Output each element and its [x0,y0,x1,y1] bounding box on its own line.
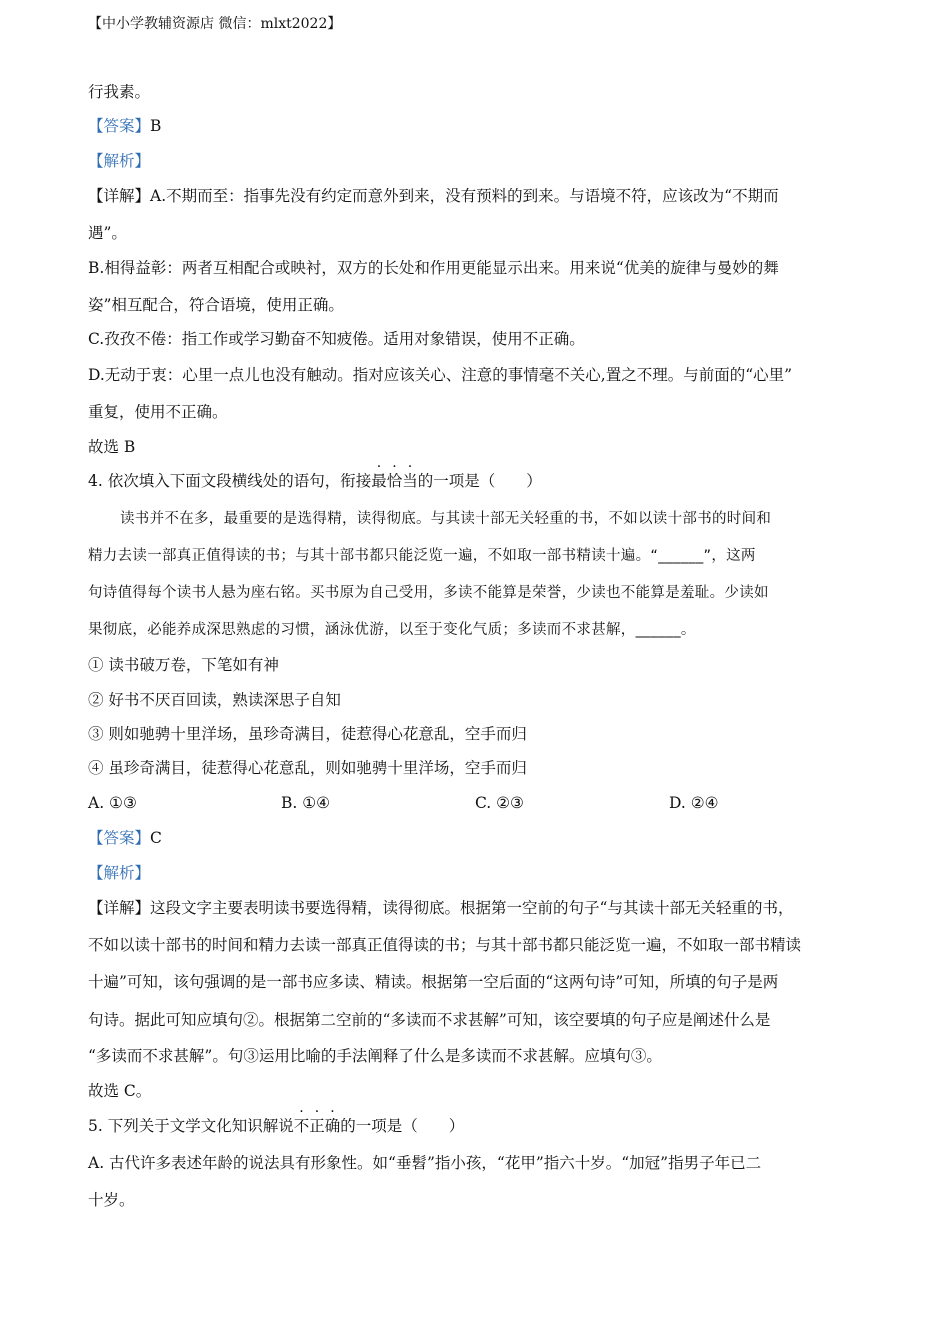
detail-tag: 【详解】 [88,899,151,917]
q4-option-d: D. ②④ [669,794,719,812]
stem-post: 的一项是（ ） [417,472,542,490]
emphasis-char: 恰 [386,472,403,490]
answer-value: B [150,117,162,135]
q4-passage-line-3: 句诗值得每个读书人悬为座右铭。买书原为自己受用，多读不能算是荣誉，少读也不能算是羞耻。少读如 [88,585,769,601]
q4-item-1: ① 读书破万卷，下笔如有神 [88,656,279,674]
stem-pre: 5. 下列关于文学文化知识解说 [88,1117,294,1135]
q3-detail-a2: 遇”。 [88,224,127,242]
q4-answer [88,828,162,848]
q4-stem [88,471,542,491]
q3-answer [88,116,161,136]
q4-detail-5: “多读而不求甚解”。句③运用比喻的手法阐释了什么是多读而不求甚解。应填句③。 [88,1047,662,1065]
q3-detail-d1: D.无动于衷：心里一点儿也没有触动。指对应该关心、注意的事情毫不关心,置之不理。与前面的“心里” [88,366,793,384]
emphasis-char: 最 [371,472,387,490]
q3-analysis-tag: 【解析】 [88,152,151,170]
q3-detail-a1 [88,186,779,206]
q5-option-a-line-1: A. 古代许多表述年龄的说法具有形象性。如“垂髫”指小孩，“花甲”指六十岁。“加冠”指男子年已二 [88,1154,762,1172]
q4-item-4: ④ 虽珍奇满目，徒惹得心花意乱，则如驰骋十里洋场，空手而归 [88,759,527,777]
q4-option-a: A. ①③ [88,794,137,812]
q4-item-2: ② 好书不厌百回读，熟读深思子自知 [88,691,341,709]
detail-tag: 【详解】 [88,187,151,205]
q4-item-3: ③ 则如驰骋十里洋场，虽珍奇满目，徒惹得心花意乱，空手而归 [88,725,527,743]
stem-post: 的一项是（ ） [340,1117,465,1135]
emphasis-char: 不 [293,1117,310,1135]
q4-detail-2: 不如以读十部书的时间和精力去读一部真正值得读的书；与其十部书都只能泛览一遍，不如取一部书精读 [88,936,802,954]
emphasis-char: 当 [402,472,418,490]
answer-value: C [150,829,162,847]
q4-passage-line-2: 精力去读一部真正值得读的书；与其十部书都只能泛览一遍，不如取一部书精读十遍。“______”，这两 [88,548,756,564]
q4-passage-line-4: 果彻底，必能养成深思熟虑的习惯，涵泳优游，以至于变化气质；多读而不求甚解，______。 [88,622,696,638]
emphasis-char: 确 [324,1117,341,1135]
q5-option-a-line-2: 十岁。 [88,1191,135,1209]
detail-text: A.不期而至：指事先没有约定而意外到来，没有预料的到来。与语境不符，应该改为“不期而 [150,187,779,205]
q3-detail-c: C.孜孜不倦：指工作或学习勤奋不知疲倦。适用对象错误，使用不正确。 [88,330,585,348]
q4-conclusion: 故选 C。 [88,1082,152,1100]
q4-detail-3: 十遍”可知，该句强调的是一部书应多读、精读。根据第一空后面的“这两句诗”可知，所填的句子是两 [88,973,779,991]
q3-detail-b1: B.相得益彰：两者互相配合或映衬，双方的长处和作用更能显示出来。用来说“优美的旋律与曼妙的舞 [88,259,779,277]
answer-tag: 【答案】 [88,829,151,847]
q3-conclusion: 故选 B [88,438,136,456]
q3-tail: 行我素。 [88,83,151,101]
answer-tag: 【答案】 [88,117,151,135]
q4-passage-line-1: 读书并不在多，最重要的是选得精，读得彻底。与其读十部无关轻重的书，不如以读十部书的时间和 [120,511,772,527]
q3-detail-b2: 姿”相互配合，符合语境，使用正确。 [88,296,344,314]
q4-detail-4: 句诗。据此可知应填句②。根据第二空前的“多读而不求甚解”可知，该空要填的句子应是阐述什么是 [88,1011,771,1029]
page-header: 【中小学教辅资源店 微信：mlxt2022】 [88,16,342,32]
q3-detail-d2: 重复，使用不正确。 [88,403,228,421]
stem-pre: 4. 依次填入下面文段横线处的语句，衔接 [88,472,372,490]
q4-option-c: C. ②③ [475,794,524,812]
q5-stem [88,1116,464,1136]
q4-analysis-tag: 【解析】 [88,864,151,882]
detail-text: 这段文字主要表明读书要选得精，读得彻底。根据第一空前的句子“与其读十部无关轻重的书， [150,899,794,917]
emphasis-char: 正 [309,1117,325,1135]
q4-option-b: B. ①④ [281,794,331,812]
q4-detail-1 [88,898,793,918]
